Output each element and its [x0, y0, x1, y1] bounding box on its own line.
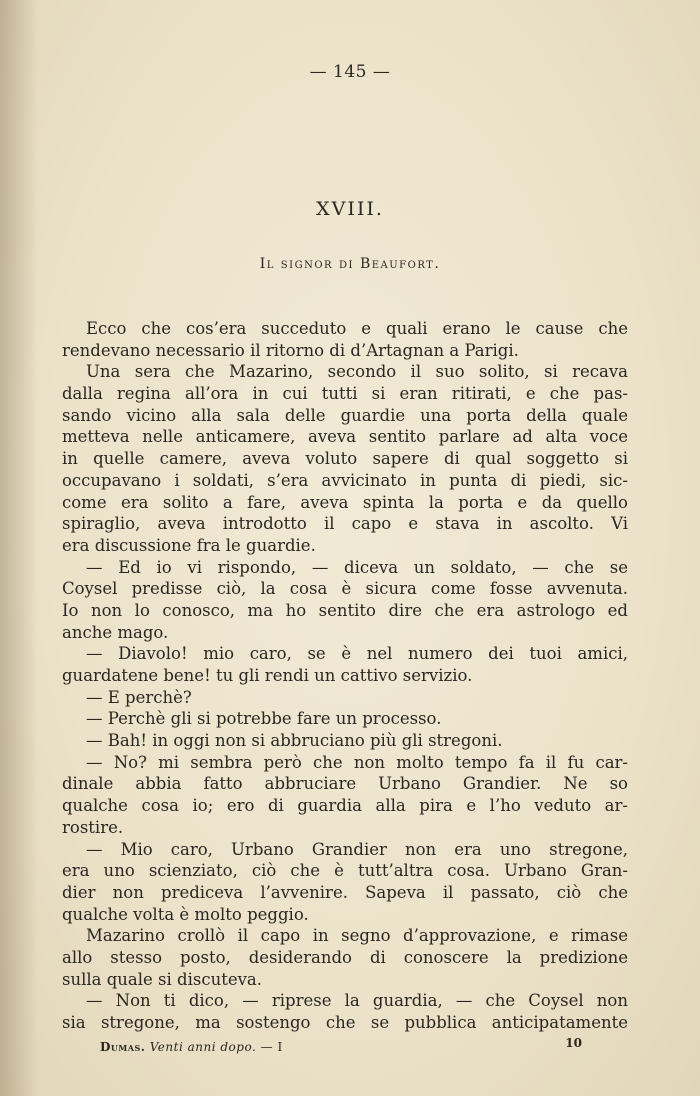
text-line: Coysel predisse ciò, la cosa è sicura come fosse avvenuta.	[62, 579, 628, 599]
text-line: occupavano i soldati, s’era avvicinato in punta di piedi, sic-	[62, 470, 628, 490]
text-line: sulla quale si discuteva.	[62, 969, 263, 989]
text-line: — Non ti dico, — riprese la guardia, — che Coysel non	[86, 991, 628, 1011]
text-line: — Perchè gli si potrebbe fare un processo.	[86, 709, 442, 729]
text-line: — E perchè?	[86, 687, 192, 707]
text-line: allo stesso posto, desiderando di conoscere la predizione	[62, 947, 628, 967]
text-line: era discussione fra le guardie.	[62, 535, 316, 555]
footer-signature-mark: 10	[565, 1036, 582, 1050]
text-line: Una sera che Mazarino, secondo il suo solito, si recava	[86, 362, 628, 382]
page-number: — 145 —	[309, 62, 391, 82]
text-line: — No? mi sembra però che non molto tempo fa il fu car-	[86, 752, 628, 772]
text-line: sando vicino alla sala delle guardie una porta della quale	[62, 405, 628, 425]
spine-shadow	[0, 0, 38, 1096]
text-line: dinale abbia fatto abbruciare Urbano Grandier. Ne so	[62, 774, 628, 794]
text-line: spiraglio, aveva introdotto il capo e stava in ascolto. Vi	[62, 514, 628, 534]
footer-volume: — I	[260, 1040, 283, 1054]
text-line: Mazarino crollò il capo in segno d’approvazione, e rimase	[86, 926, 628, 946]
footer-running-title	[100, 1040, 283, 1054]
text-line: qualche volta è molto peggio.	[62, 904, 309, 924]
text-line: Ecco che cos’era succeduto e quali erano le cause che	[86, 319, 628, 338]
footer-author: Dumas.	[100, 1040, 146, 1054]
text-line: rendevano necessario il ritorno di d’Artagnan a Parigi.	[62, 340, 519, 360]
chapter-title: Il signor di Beaufort.	[259, 256, 441, 272]
text-line: guardatene bene! tu gli rendi un cattivo servizio.	[62, 666, 473, 685]
text-line: come era solito a fare, aveva spinta la porta e da quello	[62, 492, 628, 512]
text-line: — Diavolo! mio caro, se è nel numero dei tuoi amici,	[86, 644, 628, 664]
text-line: metteva nelle anticamere, aveva sentito parlare ad alta voce	[62, 427, 628, 447]
text-line: dier non prediceva l’avvenire. Sapeva il passato, ciò che	[62, 882, 628, 902]
text-line: anche mago.	[62, 622, 169, 642]
text-line: — Ed io vi rispondo, — diceva un soldato, — che se	[86, 557, 628, 577]
text-line: Io non lo conosco, ma ho sentito dire che era astrologo ed	[62, 600, 628, 620]
text-line: in quelle camere, aveva voluto sapere di qual soggetto si	[62, 449, 628, 469]
body-text	[62, 318, 628, 1034]
chapter-number: XVIII.	[316, 198, 384, 220]
footer-work: Venti anni dopo.	[149, 1040, 257, 1054]
text-line: rostire.	[62, 817, 124, 837]
text-line: sia stregone, ma sostengo che se pubblica anticipatamente	[62, 1013, 628, 1032]
text-line: dalla regina all’ora in cui tutti si eran ritirati, e che pas-	[62, 384, 628, 404]
text-line: — Bah! in oggi non si abbruciano più gli stregoni.	[86, 731, 503, 751]
text-line: qualche cosa io; ero di guardia alla pira e l’ho veduto ar-	[62, 796, 628, 816]
text-line: — Mio caro, Urbano Grandier non era uno stregone,	[86, 839, 628, 859]
text-line: era uno scienziato, ciò che è tutt’altra cosa. Urbano Gran-	[62, 861, 628, 881]
